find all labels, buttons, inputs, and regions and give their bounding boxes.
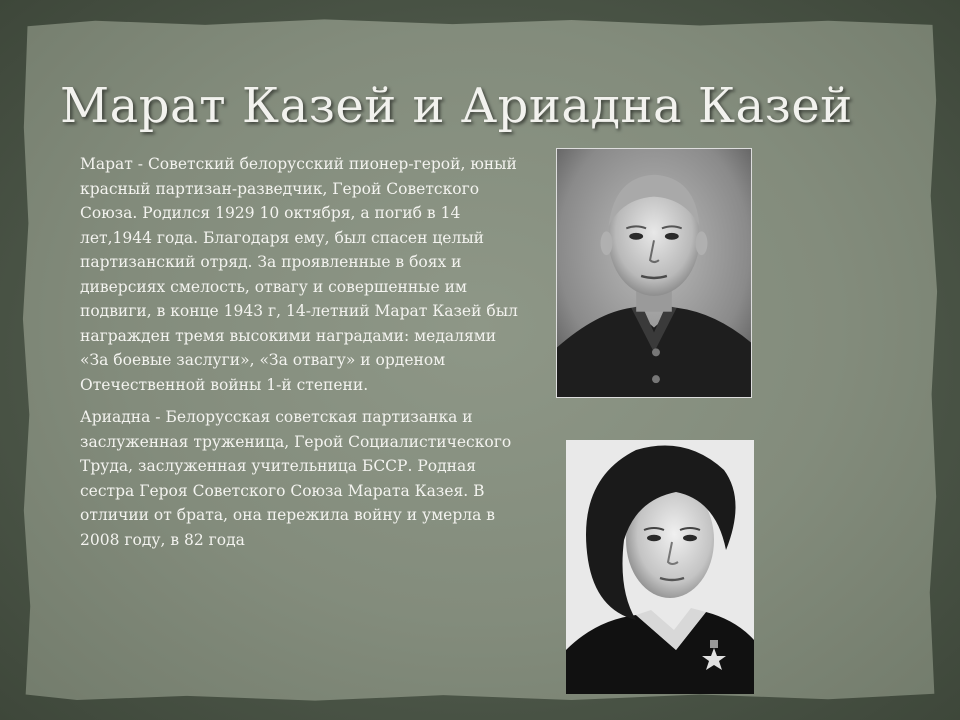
portrait-boy-image [557, 149, 751, 397]
paragraph-marat: Марат - Советский белорусский пионер-герой, юный красный партизан-разведчик, Герой Советского Союза. Родился 1929 10 октября, а погиб в 14 лет,1944 года. Благодаря ему, был спасен целый партизанский отряд. За проявленные в боях и диверсиях смелость, отвагу и совершенные им подвиги, в конце 1943 г, 14-летний Марат Казей был награжден тремя высокими наградами: медалями «За боевые заслуги», «За отвагу» и орденом Отечественной войны 1-й степени. [80, 155, 518, 394]
portrait-woman-image [566, 440, 754, 694]
photo-marat-kazei [556, 148, 752, 398]
slide-title: Марат Казей и Ариадна Казей [60, 78, 853, 134]
paragraph-ariadna: Ариадна - Белорусская советская партизанка и заслуженная труженица, Герой Социалистического Труда, заслуженная учительница БССР. Родная сестра Героя Советского Союза Марата Казея. В отличии от брата, она пережила войну и умерла в 2008 году, в 82 года [80, 408, 512, 549]
photo-ariadna-kazei [566, 440, 754, 694]
text-block [80, 152, 520, 560]
